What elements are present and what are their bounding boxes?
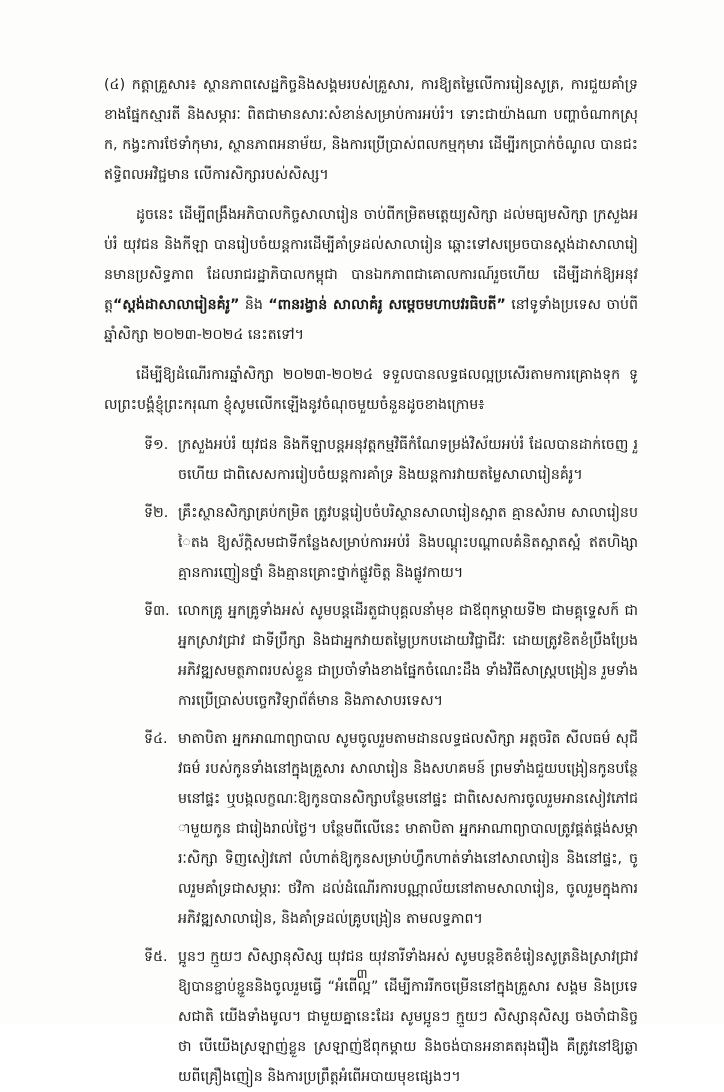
list-item — [104, 942, 638, 1092]
bold-term-model-school-award: “ពានរង្វាន់ សាលាគំរូ សម្តេចមហាបវរធិបតី” — [268, 297, 506, 313]
list-item-text: មាតាបិតា អ្នកអាណាព្យាបាល សូមចូលរួមតាមដានលទ្ធផលសិក្សា អត្តចរិត សីលធម៌ សុជីវធម៌ របស់កូនទាំងនៅក្នុងគ្រួសារ សាលារៀន និងសហគមន៍ ព្រមទាំងជួយបង្រៀនកូនបន្ថែមនៅផ្ទះ ឬបង្កលក្ខណៈឱ្យកូនបានសិក្សាបន្ថែមនៅផ្ទះ ជាពិសេសការចូលរួមអានសៀវភៅជាមួយកូន ជារៀងរាល់ថ្ងៃ។ បន្ថែមពីលើនេះ មាតាបិតា អ្នកអាណាព្យាបាលត្រូវផ្គត់ផ្គង់សម្ភារៈសិក្សា ទិញសៀវភៅ លំហាត់ឱ្យកូនសម្រាប់ហ្វឹកហាត់ទាំងនៅសាលារៀន និងនៅផ្ទះ, ចូលរួមគាំទ្រជាសម្ភារៈ ថវិកា ដល់ដំណើរការបណ្ណាល័យនៅតាមសាលារៀន, ចូលរួមក្នុងការអភិវឌ្ឍសាលារៀន, និងគាំទ្រដល់គ្រូបង្រៀន តាមលទ្ធភាព។ — [178, 731, 638, 927]
paragraph-family-factor: (៤) កត្តាគ្រួសារ៖ ស្ថានភាពសេដ្ឋកិច្ចនិងសង្គមរបស់គ្រួសារ, ការឱ្យតម្លៃលើការរៀនសូត្រ, ការជួយគាំទ្រខាងផ្នែកស្មារតី និងសម្ភារៈ ពិតជាមានសារៈសំខាន់សម្រាប់ការអប់រំ។ ទោះជាយ៉ាងណា បញ្ហាចំណាកស្រុក, កង្វះការថែទាំកុមារ, ស្ថានភាពអនាម័យ, និងការប្រើប្រាស់ពលកម្មកុមារ ដើម្បីរកប្រាក់ចំណូល បានជះឥទ្ធិពលអវិជ្ជមាន លើការសិក្សារបស់សិស្ស។ — [104, 77, 638, 183]
list-item-text: ប្អូនៗ ក្មួយៗ សិស្សានុសិស្ស យុវជន យុវនារីទាំងអស់ សូមបន្តខិតខំរៀនសូត្រនិងស្រាវជ្រាវ ឱ្យបានខ្ជាប់ខ្ជួននិងចូលរួមធ្វើ “អំពើល្អ” ដើម្បីការរីកចម្រើននៅក្នុងគ្រួសារ សង្គម និងប្រទេសជាតិ យើងទាំងមូល។ ជាមួយគ្នានេះដែរ សូមប្អូនៗ ក្មួយៗ សិស្សានុសិស្ស ចងចាំជានិច្ចថា បើយើងស្រឡាញ់ខ្លួន ស្រឡាញ់ឪពុកម្តាយ និងចង់បានអនាគតរុងរឿង គឺត្រូវនៅឱ្យឆ្ងាយពីគ្រឿងញៀន និងការប្រព្រឹត្តអំពើអបាយមុខផ្សេងៗ។ — [178, 949, 638, 1085]
list-item-number: ទី៥. — [144, 949, 168, 965]
page-number: ៣ — [356, 967, 368, 982]
paragraph-text: ដូចនេះ ដើម្បីពង្រឹងអភិបាលកិច្ចសាលារៀន ចាប់ពីកម្រិតមត្តេយ្យសិក្សា ដល់មធ្យមសិក្សា ក្រសួងអប់រំ យុវជន និងកីឡា បានរៀបចំយន្តការដើម្បីគាំទ្រដល់សាលារៀន ឆ្ពោះទៅសម្រេចបានស្តង់ដាសាលារៀនមានប្រសិទ្ធភាព ដែលរាជរដ្ឋាភិបាលកម្ពុជា បានឯកភាពជាគោលការណ៍រួចហើយ ដើម្បីដាក់ឱ្យអនុវត្ត — [104, 207, 638, 313]
list-item-text: គ្រឹះស្ថានសិក្សាគ្រប់កម្រិត ត្រូវបន្តរៀបចំបរិស្ថានសាលារៀនស្អាត គ្មានសំរាម សាលារៀនបៃតង ឱ្យស័ក្តិសមជាទីកន្លែងសម្រាប់ការអប់រំ និងបណ្តុះបណ្តាលគំនិតស្អាតស្អំ ឥតហិង្សា គ្មានការញៀនថ្នាំ និងគ្មានគ្រោះថ្នាក់ផ្លូវចិត្ត និងផ្លូវកាយ។ — [178, 505, 638, 581]
list-item-number: ទី១. — [144, 437, 169, 453]
paragraph-text: និង — [239, 297, 269, 313]
paragraph-text: នៅទូទាំងប្រទេស ចាប់ពីឆ្នាំសិក្សា ២០២៣-២០២៤ នេះតទៅ។ — [104, 297, 638, 343]
list-item-number: ទី៣. — [144, 603, 170, 619]
list-item-text: លោកគ្រូ អ្នកគ្រូទាំងអស់ សូមបន្តដើរតួជាបុគ្គលនាំមុខ ជាឪពុកម្តាយទី២ ជាមគ្គុទ្ទេសក៍ ជាអ្នកស្រាវជ្រាវ ជាទីប្រឹក្សា និងជាអ្នកវាយតម្លៃប្រកបដោយវិជ្ជាជីវៈ ដោយត្រូវខិតខំប្រឹងប្រែងអភិវឌ្ឍសមត្ថភាពរបស់ខ្លួន ជាប្រចាំទាំងខាងផ្នែកចំណេះដឹង ទាំងវិធីសាស្ត្របង្រៀន រួមទាំងការប្រើប្រាស់បច្ចេកវិទ្យាព័ត៌មាន និងភាសាបរទេស។ — [178, 603, 638, 709]
list-item — [104, 498, 638, 588]
list-item-text: ក្រសួងអប់រំ យុវជន និងកីឡាបន្តអនុវត្តកម្មវិធីកំណែទម្រង់វិស័យអប់រំ ដែលបានដាក់ចេញ រួចហើយ ជាពិសេសការរៀបចំយន្តការគាំទ្រ និងយន្តការវាយតម្លៃសាលារៀនគំរូ។ — [178, 437, 638, 483]
paragraph-intro-points: ដើម្បីឱ្យដំណើរការឆ្នាំសិក្សា ២០២៣-២០២៤ ទទួលបានលទ្ធផលល្អប្រសើរតាមការគ្រោងទុក ទូលព្រះបង្គំខ្ញុំព្រះករុណា ខ្ញុំសូមលើកឡើងនូវចំណុចមួយចំនួនដូចខាងក្រោម៖ — [104, 367, 638, 413]
list-item-number: ទី៤. — [144, 731, 168, 747]
list-item — [104, 596, 638, 716]
paragraph-school-governance — [104, 200, 638, 350]
list-item — [104, 430, 638, 490]
bold-term-model-school-standard: “ស្តង់ដាសាលារៀនគំរូ” — [113, 297, 240, 313]
list-item — [104, 724, 638, 934]
list-item-number: ទី២. — [144, 505, 169, 521]
